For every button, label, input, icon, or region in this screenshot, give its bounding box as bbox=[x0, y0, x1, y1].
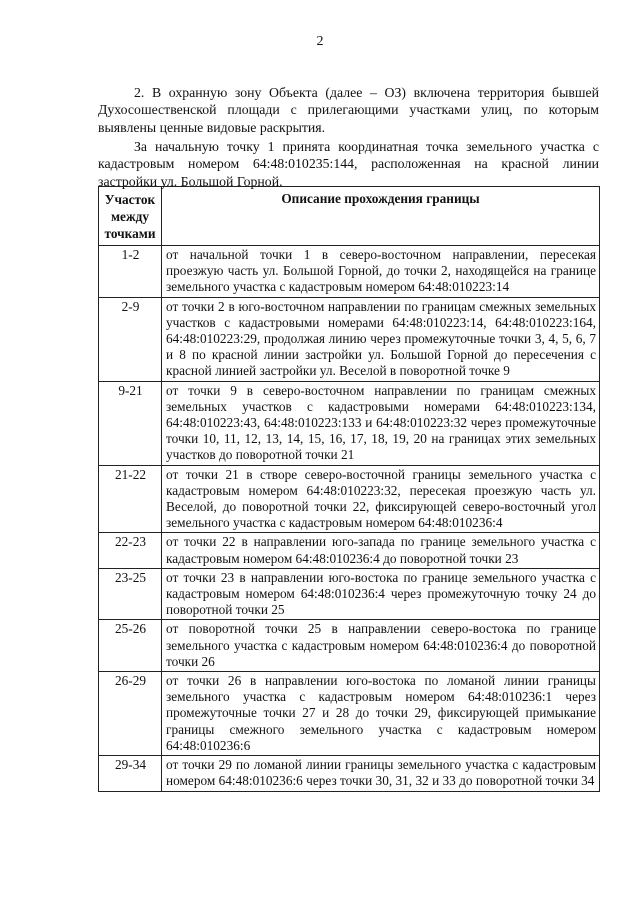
boundary-description-table bbox=[98, 186, 600, 792]
paragraph-protection-zone: 2. В охранную зону Объекта (далее – ОЗ) включена территория бывшей Духосошественской площади с прилегающими участками улиц, по которым выявлены ценные видовые раскрытия. bbox=[98, 84, 599, 135]
table-row bbox=[99, 568, 600, 620]
description-cell: от точки 9 в северо-восточном направлении по границам смежных земельных участков с кадастровыми номерами 64:48:010223:134, 64:48:010223:43, 64:48:010223:133 и 64:48:010223:32 через промежуточные точки 10, 11, 12, 13, 14, 15, 16, 17, 18, 19, 20 на границах этих земельных участков до поворотной точки 21 bbox=[162, 381, 600, 465]
segment-cell: 26-29 bbox=[99, 672, 162, 756]
segment-cell: 22-23 bbox=[99, 533, 162, 568]
table-row bbox=[99, 465, 600, 533]
description-cell: от точки 23 в направлении юго-востока по границе земельного участка с кадастровым номером 64:48:010236:4 через промежуточную точку 24 до поворотной точки 25 bbox=[162, 568, 600, 620]
description-cell: от точки 29 по ломаной линии границы земельного участка с кадастровым номером 64:48:010236:6 через точки 30, 31, 32 и 33 до поворотной точки 34 bbox=[162, 756, 600, 791]
description-cell: от точки 26 в направлении юго-востока по ломаной линии границы земельного участка с кадастровым номером 64:48:010236:1 через промежуточные точки 27 и 28 до точки 29, фиксирующей примыкание границы смежного земельного участка с кадастровым номером 64:48:010236:6 bbox=[162, 672, 600, 756]
page-number: 2 bbox=[316, 34, 324, 49]
table-row bbox=[99, 297, 600, 381]
description-cell: от начальной точки 1 в северо-восточном направлении, пересекая проезжую часть ул. Большой Горной, до точки 2, находящейся на границе земельного участка с кадастровым номером 64:48:010223:14 bbox=[162, 246, 600, 298]
segment-cell: 2-9 bbox=[99, 297, 162, 381]
description-cell: от поворотной точки 25 в направлении северо-востока по границе земельного участка с кадастровым номером 64:48:010236:4 до поворотной точки 26 bbox=[162, 620, 600, 672]
segment-cell: 21-22 bbox=[99, 465, 162, 533]
table-header-row bbox=[99, 187, 600, 246]
segment-cell: 1-2 bbox=[99, 246, 162, 298]
segment-cell: 23-25 bbox=[99, 568, 162, 620]
description-cell: от точки 21 в створе северо-восточной границы земельного участка с кадастровым номером 64:48:010223:32, пересекая проезжую часть ул. Веселой, до поворотной точки 22, фиксирующей северо-восточный угол земельного участка с кадастровым номером 64:48:010236:4 bbox=[162, 465, 600, 533]
header-boundary-description: Описание прохождения границы bbox=[162, 187, 600, 246]
paragraph-starting-point: За начальную точку 1 принята координатная точка земельного участка с кадастровым номером 64:48:010235:144, расположенная на красной линии застройки ул. Большой Горной. bbox=[98, 138, 599, 189]
table-row bbox=[99, 756, 600, 791]
table-row bbox=[99, 246, 600, 298]
segment-cell: 25-26 bbox=[99, 620, 162, 672]
segment-cell: 9-21 bbox=[99, 381, 162, 465]
segment-cell: 29-34 bbox=[99, 756, 162, 791]
table-row bbox=[99, 381, 600, 465]
header-segment-between-points: Участок между точками bbox=[99, 187, 162, 246]
description-cell: от точки 2 в юго-восточном направлении по границам смежных земельных участков с кадастровыми номерами 64:48:010223:14, 64:48:010223:164, 64:48:010223:29, продолжая линию через промежуточные точки 3, 4, 5, 6, 7 и 8 по красной линии застройки ул. Большой Горной до пересечения с красной линией застройки ул. Веселой в поворотной точке 9 bbox=[162, 297, 600, 381]
table-row bbox=[99, 672, 600, 756]
table-row bbox=[99, 620, 600, 672]
description-cell: от точки 22 в направлении юго-запада по границе земельного участка с кадастровым номером 64:48:010236:4 до поворотной точки 23 bbox=[162, 533, 600, 568]
table-row bbox=[99, 533, 600, 568]
